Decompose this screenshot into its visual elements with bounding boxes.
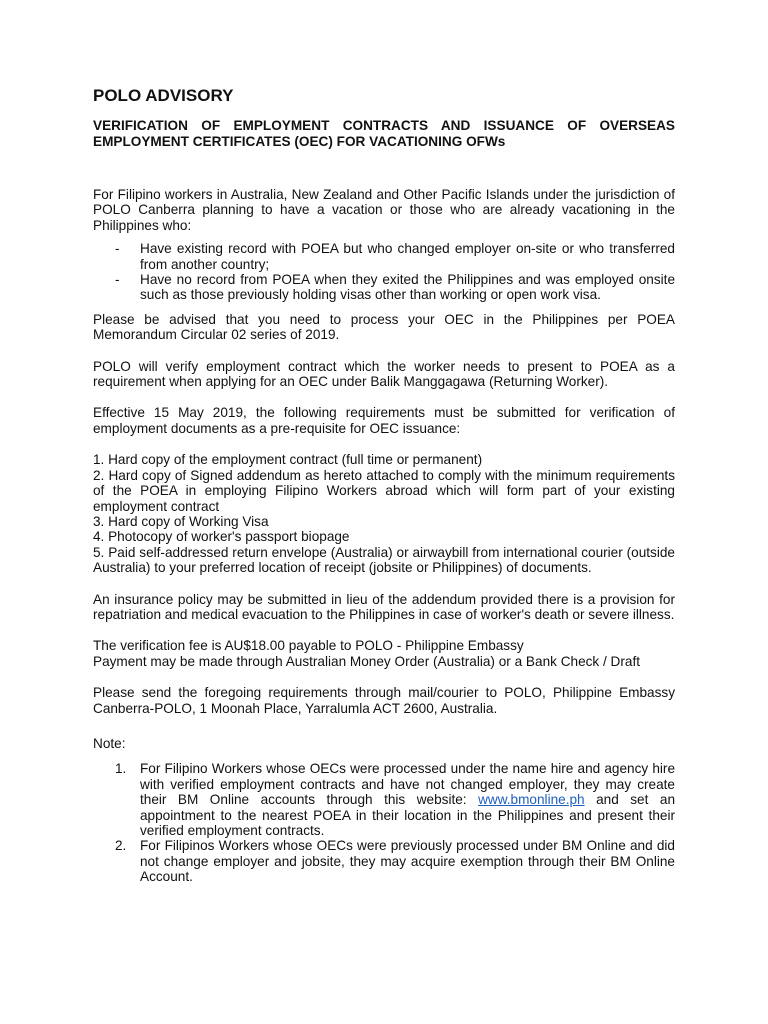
send-paragraph: Please send the foregoing requirements through mail/courier to POLO, Philippine Embassy Canberra-POLO, 1 Moonah Place, Yarralumla ACT 2600, Australia. bbox=[93, 685, 675, 716]
advisory-subtitle: VERIFICATION OF EMPLOYMENT CONTRACTS AND ISSUANCE OF OVERSEAS EMPLOYMENT CERTIFICATES (OEC) FOR VACATIONING OFWs bbox=[93, 118, 675, 149]
insurance-paragraph: An insurance policy may be submitted in lieu of the addendum provided there is a provision for repatriation and medical evacuation to the Philippines in case of worker's death or severe illness. bbox=[93, 591, 675, 622]
page-title: POLO ADVISORY bbox=[93, 86, 234, 105]
verify-paragraph: POLO will verify employment contract which the worker needs to present to POEA as a requirement when applying for an OEC under Balik Manggagawa (Returning Worker). bbox=[93, 358, 675, 390]
bmonline-link[interactable]: www.bmonline.ph bbox=[478, 792, 585, 808]
notes-list bbox=[93, 761, 675, 884]
list-item: 1. For Filipino Workers whose OECs were processed under the name hire and agency hire with verified employment contracts and have not changed employer, they may create their BM Online accounts through this website: www.bmonline.ph and set an appointment to the nearest POEA in their location in the Philippines and present their verified employment contracts. bbox=[115, 761, 675, 838]
list-item: - Have no record from POEA when they exited the Philippines and was employed onsite such as those previously holding visas other than working or open work visa. bbox=[115, 272, 675, 303]
requirement-item: 4. Photocopy of worker's passport biopage bbox=[93, 529, 350, 545]
note-label: Note: bbox=[93, 735, 126, 751]
list-item: 2. For Filipinos Workers whose OECs were previously processed under BM Online and did not change employer and jobsite, they may acquire exemption through their BM Online Account. bbox=[115, 838, 675, 885]
payment-line: Payment may be made through Australian Money Order (Australia) or a Bank Check / Draft bbox=[93, 653, 641, 669]
eligibility-list bbox=[93, 241, 675, 303]
advised-paragraph: Please be advised that you need to process your OEC in the Philippines per POEA Memorandum Circular 02 series of 2019. bbox=[93, 311, 675, 343]
requirement-item: 2. Hard copy of Signed addendum as hereto attached to comply with the minimum requirements of the POEA in employing Filipino Workers abroad which will form part of your existing employment contract bbox=[93, 467, 675, 514]
fee-block bbox=[93, 638, 675, 669]
requirement-item: 1. Hard copy of the employment contract (full time or permanent) bbox=[93, 452, 483, 468]
fee-line: The verification fee is AU$18.00 payable to POLO - Philippine Embassy bbox=[93, 638, 524, 654]
advisory-document bbox=[93, 84, 675, 885]
list-item: - Have existing record with POEA but who changed employer on-site or who transferred from another country; bbox=[115, 241, 675, 272]
requirements-list bbox=[93, 452, 675, 575]
intro-paragraph: For Filipino workers in Australia, New Zealand and Other Pacific Islands under the jurisdiction of POLO Canberra planning to have a vacation or those who are already vacationing in the Philippines who: bbox=[93, 187, 675, 233]
effective-paragraph: Effective 15 May 2019, the following requirements must be submitted for verification of employment documents as a pre-requisite for OEC issuance: bbox=[93, 405, 675, 436]
requirement-item: 3. Hard copy of Working Visa bbox=[93, 513, 269, 529]
requirement-item: 5. Paid self-addressed return envelope (Australia) or airwaybill from international courier (outside Australia) to your preferred location of receipt (jobsite or Philippines) of documents. bbox=[93, 544, 675, 576]
